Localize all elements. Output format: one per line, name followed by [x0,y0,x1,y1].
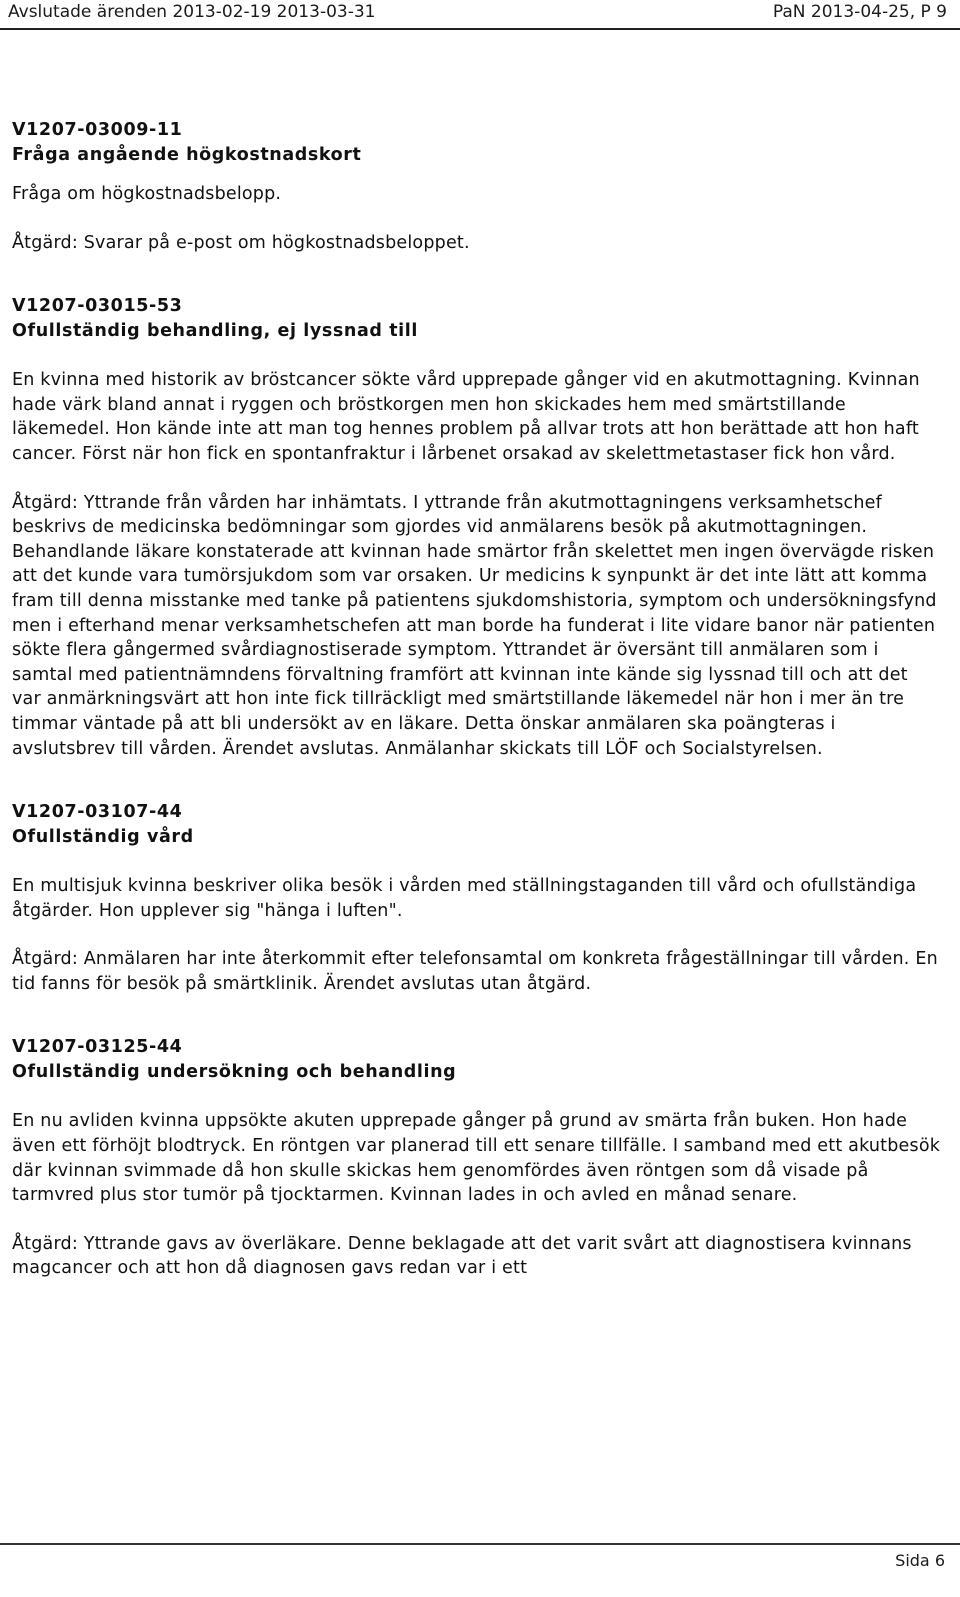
header-report-title: Avslutade ärenden 2013-02-19 2013-03-31 [8,2,376,22]
header-document-ref: PaN 2013-04-25, P 9 [772,2,947,22]
case-action: Åtgärd: Yttrande från vården har inhämtats. I yttrande från akutmottagningens verksamhetschef beskrivs de medicinska bedömningar som gjordes vid anmälarens besök på akutmottagningen. Behandlande läkare konstaterade att kvinnan hade smärtor från skelettet men ingen övervägde risken att det kunde vara tumörsjukdom som var orsaken. Ur medicins k synpunkt är det inte lätt att komma fram till denna misstanke med tanke på patientens sjukdomshistoria, symptom och undersökningsfynd men i efterhand menar verksamhetschefen att man borde ha funderat i lite vidare banor när patienten sökte flera gångermed svårdiagnostiserade symptom. Yttrandet är översänt till anmälaren som i samtal med patientnämndens förvaltning framfört att kvinnan inte kände sig lyssnad till och att det var anmärkningsvärt att hon inte fick tillräckligt med smärtstillande läkemedel när hon i mer än tre timmar väntade på att bli undersökt av en läkare. Detta önskar anmälaren ska poängteras i avslutsbrev till vården. Ärendet avslutas. Anmälanhar skickats till LÖF och Socialstyrelsen. [12,492,937,759]
case-id: V1207-03107-44 [12,802,183,823]
case-list [12,118,942,1320]
page-number: Sida 6 [895,1551,945,1570]
case-title: Ofullständig undersökning och behandling [12,1062,457,1083]
case-action: Åtgärd: Anmälaren har inte återkommit efter telefonsamtal om konkreta frågeställningar till vården. En tid fanns för besök på smärtklinik. Ärendet avslutas utan åtgärd. [12,949,938,994]
footer-divider [0,1543,960,1545]
case-entry [12,1035,942,1281]
case-id: V1207-03009-11 [12,120,183,140]
case-action: Åtgärd: Svarar på e-post om högkostnadsbeloppet. [12,232,470,253]
case-title: Fråga angående högkostnadskort [12,145,362,165]
case-title: Ofullständig vård [12,827,194,848]
case-id: V1207-03015-53 [12,296,183,317]
page-header [0,0,960,28]
case-entry [12,294,942,761]
header-divider [0,28,960,30]
case-entry [12,118,942,255]
case-entry [12,800,942,996]
case-id: V1207-03125-44 [12,1037,183,1058]
case-description: En multisjuk kvinna beskriver olika besök i vården med ställningstaganden till vård och ofullständiga åtgärder. Hon upplever sig "hänga i luften". [12,876,917,921]
case-description: Fråga om högkostnadsbelopp. [12,184,282,204]
case-description: En kvinna med historik av bröstcancer sökte vård upprepade gånger vid en akutmottagning. Kvinnan hade värk bland annat i ryggen och bröstkorgen men hon skickades hem med smärtstillande läkemedel. Hon kände inte att man tog hennes problem på allvar trots att hon berättade att hon haft cancer. Först när hon fick en spontanfraktur i lårbenet orsakad av skelettmetastaser fick hon vård. [12,370,920,464]
case-action: Åtgärd: Yttrande gavs av överläkare. Denne beklagade att det varit svårt att diagnostisera kvinnans magcancer och att hon då diagnosen gavs redan var i ett [12,1233,912,1279]
case-description: En nu avliden kvinna uppsökte akuten upprepade gånger på grund av smärta från buken. Hon hade även ett förhöjt blodtryck. En röntgen var planerad till ett senare tillfälle. I samband med ett akutbesök där kvinnan svimmade då hon skulle skickas hem genomfördes även röntgen som då visade på tarmvred plus stor tumör på tjocktarmen. Kvinnan lades in och avled en månad senare. [12,1111,941,1206]
case-title: Ofullständig behandling, ej lyssnad till [12,321,418,342]
